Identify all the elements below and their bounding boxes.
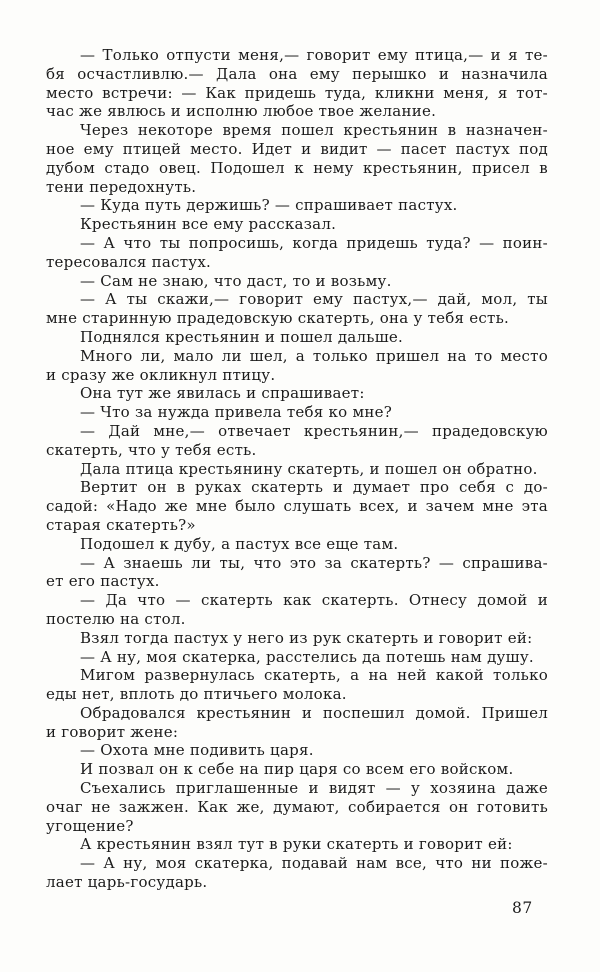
paragraph bbox=[46, 328, 548, 347]
text-line: лает царь-государь. bbox=[46, 873, 208, 892]
paragraph bbox=[46, 422, 548, 460]
paragraph bbox=[46, 347, 548, 385]
paragraph bbox=[46, 384, 548, 403]
text-line: постелю на стол. bbox=[46, 609, 186, 628]
text-line: и говорит жене: bbox=[46, 722, 179, 741]
paragraph bbox=[46, 741, 548, 760]
paragraph bbox=[46, 215, 548, 234]
paragraph bbox=[46, 460, 548, 479]
text-line: — Сам не знаю, что даст, то и возьму. bbox=[80, 271, 392, 290]
paragraph bbox=[46, 779, 548, 835]
paragraph bbox=[46, 272, 548, 291]
text-line: — Что за нужда привела тебя ко мне? bbox=[80, 403, 393, 422]
text-line: Обрадовался крестьянин и поспешил домой. Пришел bbox=[80, 703, 548, 722]
paragraph bbox=[46, 591, 548, 629]
paragraph bbox=[46, 854, 548, 892]
text-line: дубом стадо овец. Подошел к нему крестьянин, присел в bbox=[46, 158, 548, 177]
text-line: Вертит он в руках скатерть и думает про себя с до- bbox=[80, 478, 548, 497]
text-line: — Охота мне подивить царя. bbox=[80, 741, 314, 760]
text-line: А крестьянин взял тут в руки скатерть и говорит ей: bbox=[80, 835, 513, 854]
text-line: Много ли, мало ли шел, а только пришел на то место bbox=[80, 346, 548, 365]
text-line: — А знаешь ли ты, что это за скатерть? — спрашива- bbox=[80, 553, 548, 572]
paragraph bbox=[46, 648, 548, 667]
paragraph bbox=[46, 403, 548, 422]
text-line: Дала птица крестьянину скатерть, и пошел он обратно. bbox=[80, 459, 538, 478]
page-number: 87 bbox=[512, 899, 533, 917]
paragraph bbox=[46, 835, 548, 854]
text-line: Через некоторе время пошел крестьянин в назначен- bbox=[80, 121, 548, 140]
text-line: скатерть, что у тебя есть. bbox=[46, 440, 257, 459]
text-line: Подошел к дубу, а пастух все еще там. bbox=[80, 534, 399, 553]
paragraph bbox=[46, 704, 548, 742]
paragraph bbox=[46, 760, 548, 779]
paragraph bbox=[46, 196, 548, 215]
text-line: — А ну, моя скатерка, подавай нам все, что ни поже- bbox=[80, 854, 548, 873]
text-line: садой: «Надо же мне было слушать всех, и зачем мне эта bbox=[46, 497, 548, 516]
text-line: мне старинную прадедовскую скатерть, она у тебя есть. bbox=[46, 309, 510, 328]
text-line: — А ну, моя скатерка, расстелись да потешь нам душу. bbox=[80, 647, 534, 666]
text-line: ное ему птицей место. Идет и видит — пасет пастух под bbox=[46, 139, 548, 158]
text-line: Мигом развернулась скатерть, а на ней какой только bbox=[80, 666, 548, 685]
text-line: очаг не зажжен. Как же, думают, собирается он готовить bbox=[46, 797, 548, 816]
text-line: — А ты скажи,— говорит ему пастух,— дай, мол, ты bbox=[80, 290, 548, 309]
paragraph bbox=[46, 121, 548, 196]
text-line: — Куда путь держишь? — спрашивает пастух. bbox=[80, 196, 458, 215]
text-line: — А что ты попросишь, когда придешь туда? — поин- bbox=[80, 233, 548, 252]
text-line: место встречи: — Как придешь туда, кликни меня, я тот- bbox=[46, 83, 548, 102]
paragraph bbox=[46, 629, 548, 648]
text-line: Крестьянин все ему рассказал. bbox=[80, 215, 337, 234]
text-line: еды нет, вплоть до птичьего молока. bbox=[46, 685, 347, 704]
story-text bbox=[46, 46, 548, 892]
text-line: — Да что — скатерть как скатерть. Отнесу домой и bbox=[80, 591, 548, 610]
text-line: тени передохнуть. bbox=[46, 177, 197, 196]
text-line: ет его пастух. bbox=[46, 572, 160, 591]
text-line: И позвал он к себе на пир царя со всем его войском. bbox=[80, 760, 514, 779]
paragraph bbox=[46, 554, 548, 592]
text-line: угощение? bbox=[46, 816, 134, 835]
text-line: — Дай мне,— отвечает крестьянин,— прадедовскую bbox=[80, 421, 548, 440]
text-line: Поднялся крестьянин и пошел дальше. bbox=[80, 327, 404, 346]
paragraph bbox=[46, 478, 548, 534]
text-line: час же явлюсь и исполню любое твое желание. bbox=[46, 102, 437, 121]
paragraph bbox=[46, 46, 548, 121]
text-line: Она тут же явилась и спрашивает: bbox=[80, 384, 365, 403]
paragraph bbox=[46, 666, 548, 704]
text-line: тересовался пастух. bbox=[46, 252, 212, 271]
text-line: и сразу же окликнул птицу. bbox=[46, 365, 276, 384]
text-line: Съехались приглашенные и видят — у хозяина даже bbox=[80, 779, 548, 798]
text-line: бя осчастливлю.— Дала она ему перышко и назначила bbox=[46, 64, 548, 83]
paragraph bbox=[46, 535, 548, 554]
paragraph bbox=[46, 234, 548, 272]
text-line: старая скатерть?» bbox=[46, 515, 196, 534]
paragraph bbox=[46, 290, 548, 328]
text-line: Взял тогда пастух у него из рук скатерть и говорит ей: bbox=[80, 628, 533, 647]
text-line: — Только отпусти меня,— говорит ему птица,— и я те- bbox=[80, 46, 548, 64]
